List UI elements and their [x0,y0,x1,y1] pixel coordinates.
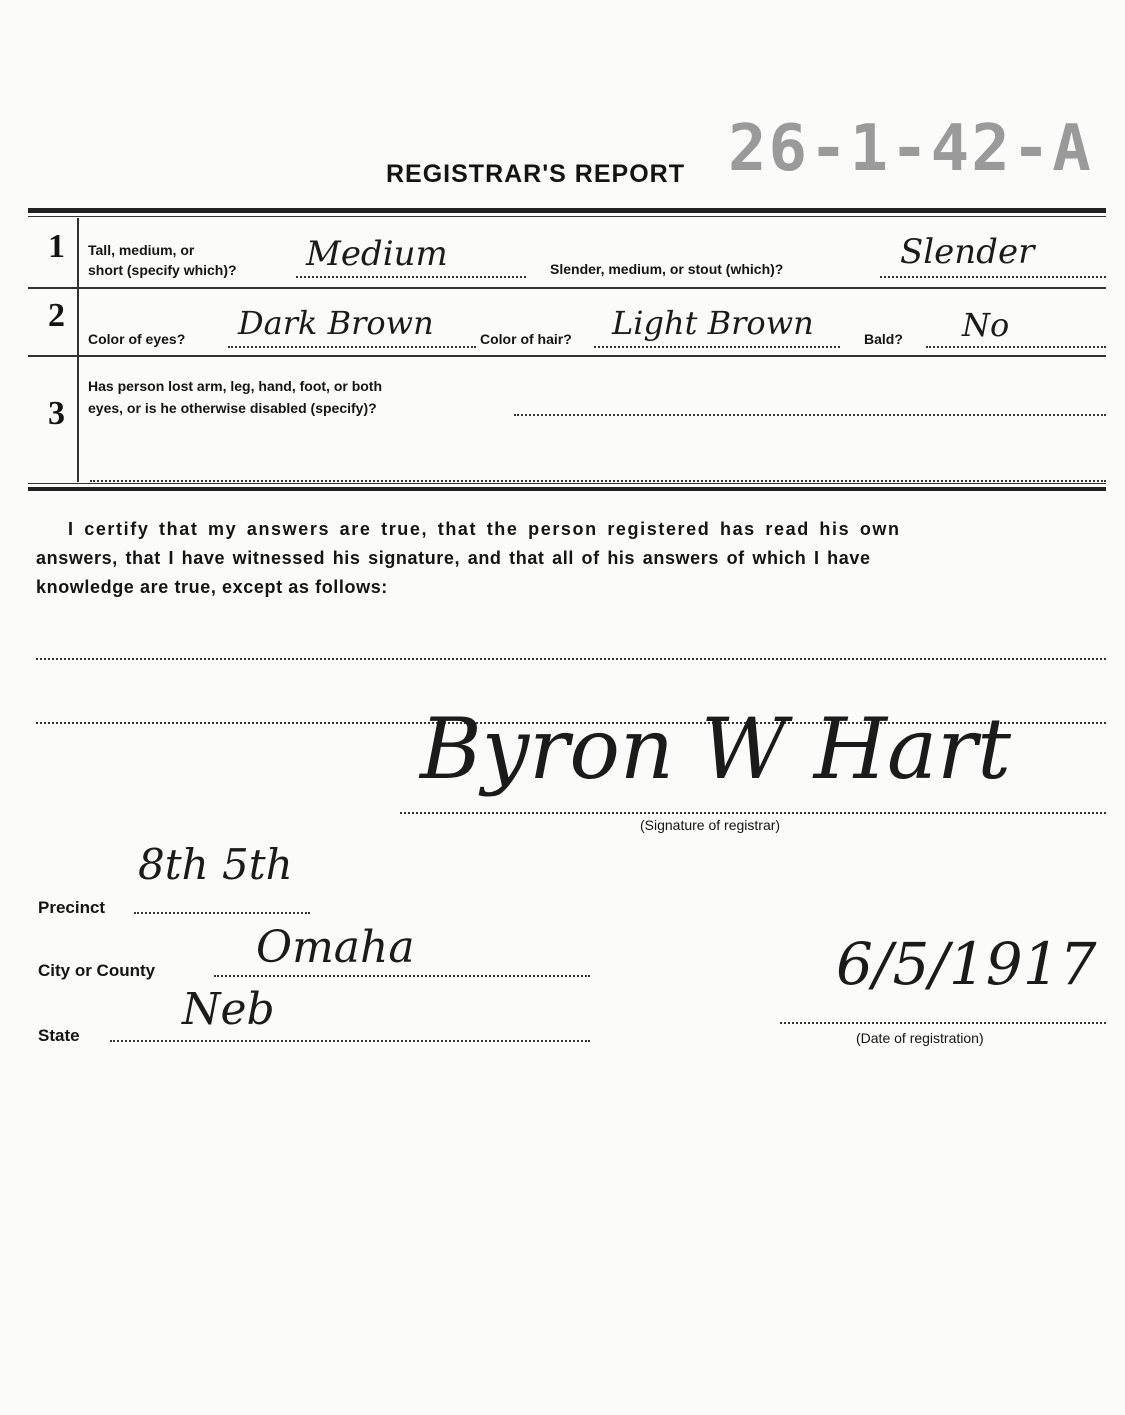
top-rule-inner [28,216,1106,217]
signature-caption: (Signature of registrar) [640,817,781,833]
row-number-divider [77,218,79,482]
date-caption: (Date of registration) [856,1030,984,1046]
row-number-1: 1 [48,228,65,265]
row2-bottom-rule [28,355,1106,357]
row2-bald-answer-line [926,340,1106,348]
row2-hair-label: Color of hair? [480,331,572,347]
row1-q2-label: Slender, medium, or stout (which)? [550,261,784,277]
row3-answer-line-2 [90,474,1106,482]
row1-bottom-rule [28,287,1106,289]
top-rule [28,208,1106,213]
bottom-rule [28,487,1106,491]
row2-eyes-label: Color of eyes? [88,331,186,347]
exceptions-line-1 [36,652,1106,660]
row1-q1-answer: Medium [306,234,448,274]
date-line [780,1016,1106,1024]
row3-answer-line-1 [514,408,1106,416]
state-line [110,1034,590,1042]
row2-bald-answer: No [962,306,1010,344]
row1-q2-answer: Slender [900,232,1035,272]
date-of-registration-value: 6/5/1917 [836,930,1097,998]
precinct-value: 8th 5th [138,840,293,889]
signature-line [400,806,1106,814]
row2-eyes-answer: Dark Brown [238,304,434,342]
precinct-line [134,906,310,914]
certification-line-3: knowledge are true, except as follows: [36,577,388,597]
row3-label-line2: eyes, or is he otherwise disabled (specify)? [88,400,377,416]
row2-bald-label: Bald? [864,331,903,347]
row1-q1-label-line2: short (specify which)? [88,262,237,278]
state-value: Neb [182,984,275,1035]
row-number-3: 3 [48,395,65,432]
row2-hair-answer: Light Brown [612,304,814,342]
row-number-2: 2 [48,297,65,334]
bottom-rule-inner [28,483,1106,484]
city-county-label: City or County [38,961,156,980]
row1-q1-label-line1: Tall, medium, or [88,242,195,258]
city-county-value: Omaha [256,922,415,973]
registrar-signature: Byron W Hart [420,700,1011,798]
row3-label-line1: Has person lost arm, leg, hand, foot, or both [88,378,383,394]
state-label: State [38,1026,80,1045]
certification-line-2: answers, that I have witnessed his signature, and that all of his answers of which I have [36,548,871,568]
precinct-label: Precinct [38,898,106,917]
page-title: REGISTRAR'S REPORT [386,160,685,188]
certification-line-1: I certify that my answers are true, that the person registered has read his own [68,519,901,539]
serial-stamp: 26-1-42-A [728,112,1093,186]
